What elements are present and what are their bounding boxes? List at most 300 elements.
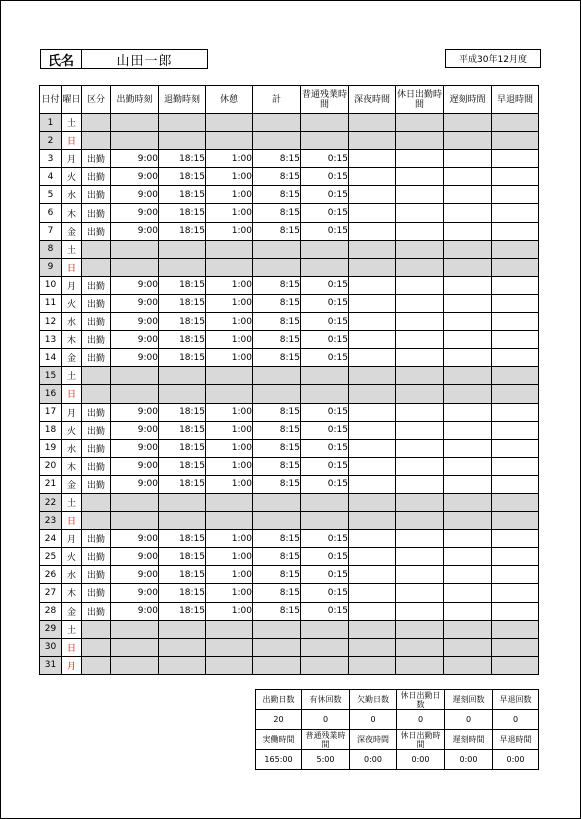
type-cell [82, 132, 111, 150]
weekday-cell: 月 [62, 150, 82, 168]
type-cell: 出勤 [82, 331, 111, 349]
table-row [40, 367, 539, 385]
night-cell [349, 132, 396, 150]
night-cell [349, 566, 396, 584]
total-cell [253, 638, 301, 656]
total-cell: 8:15 [253, 313, 301, 331]
type-cell: 出勤 [82, 421, 111, 439]
table-row [40, 457, 539, 475]
type-cell [82, 512, 111, 530]
break-cell [206, 656, 253, 674]
total-cell: 8:15 [253, 475, 301, 493]
table-row [40, 584, 539, 602]
early-leave-cell [492, 204, 539, 222]
overtime-cell [301, 385, 349, 403]
holiday-work-cell [396, 584, 444, 602]
clock-out-cell: 18:15 [159, 331, 206, 349]
clock-in-cell: 9:00 [111, 186, 159, 204]
holiday-work-cell [396, 421, 444, 439]
early-leave-cell [492, 512, 539, 530]
type-cell: 出勤 [82, 222, 111, 240]
day-cell: 27 [40, 584, 62, 602]
early-leave-cell [492, 222, 539, 240]
type-cell [82, 493, 111, 511]
break-cell: 1:00 [206, 566, 253, 584]
total-cell: 8:15 [253, 421, 301, 439]
day-cell: 30 [40, 638, 62, 656]
late-cell [444, 530, 492, 548]
overtime-cell [301, 114, 349, 132]
weekday-cell: 水 [62, 313, 82, 331]
summary-label: 欠勤日数 [350, 690, 397, 710]
clock-out-cell [159, 656, 206, 674]
col-header: 区分 [82, 86, 111, 114]
day-cell: 9 [40, 258, 62, 276]
type-cell: 出勤 [82, 548, 111, 566]
late-cell [444, 331, 492, 349]
night-cell [349, 331, 396, 349]
early-leave-cell [492, 349, 539, 367]
total-cell: 8:15 [253, 530, 301, 548]
day-cell: 16 [40, 385, 62, 403]
type-cell: 出勤 [82, 294, 111, 312]
table-row [40, 385, 539, 403]
clock-out-cell: 18:15 [159, 457, 206, 475]
late-cell [444, 240, 492, 258]
holiday-work-cell [396, 294, 444, 312]
day-cell: 4 [40, 168, 62, 186]
clock-in-cell: 9:00 [111, 584, 159, 602]
table-row [40, 566, 539, 584]
night-cell [349, 602, 396, 620]
clock-out-cell [159, 638, 206, 656]
table-row [40, 168, 539, 186]
holiday-work-cell [396, 168, 444, 186]
type-cell: 出勤 [82, 349, 111, 367]
early-leave-cell [492, 385, 539, 403]
early-leave-cell [492, 530, 539, 548]
type-cell: 出勤 [82, 313, 111, 331]
total-cell: 8:15 [253, 439, 301, 457]
break-cell [206, 512, 253, 530]
holiday-work-cell [396, 530, 444, 548]
night-cell [349, 258, 396, 276]
day-cell: 14 [40, 349, 62, 367]
overtime-cell [301, 367, 349, 385]
clock-out-cell [159, 367, 206, 385]
late-cell [444, 222, 492, 240]
break-cell: 1:00 [206, 313, 253, 331]
weekday-cell: 火 [62, 548, 82, 566]
day-cell: 8 [40, 240, 62, 258]
clock-out-cell: 18:15 [159, 439, 206, 457]
weekday-cell: 火 [62, 168, 82, 186]
table-row [40, 294, 539, 312]
day-cell: 22 [40, 493, 62, 511]
table-row [40, 475, 539, 493]
summary-label: 遅刻時間 [445, 730, 493, 750]
night-cell [349, 548, 396, 566]
col-header: 遅刻時間 [444, 86, 492, 114]
total-cell [253, 512, 301, 530]
clock-out-cell: 18:15 [159, 530, 206, 548]
overtime-cell: 0:15 [301, 204, 349, 222]
night-cell [349, 620, 396, 638]
clock-out-cell: 18:15 [159, 584, 206, 602]
holiday-work-cell [396, 403, 444, 421]
type-cell [82, 258, 111, 276]
clock-in-cell: 9:00 [111, 602, 159, 620]
early-leave-cell [492, 331, 539, 349]
overtime-cell [301, 620, 349, 638]
break-cell: 1:00 [206, 186, 253, 204]
clock-out-cell: 18:15 [159, 602, 206, 620]
summary-value: 0:00 [397, 750, 445, 770]
overtime-cell: 0:15 [301, 566, 349, 584]
summary-value: 0 [350, 710, 397, 730]
type-cell: 出勤 [82, 150, 111, 168]
clock-out-cell: 18:15 [159, 150, 206, 168]
holiday-work-cell [396, 602, 444, 620]
table-row [40, 602, 539, 620]
overtime-cell: 0:15 [301, 294, 349, 312]
early-leave-cell [492, 150, 539, 168]
night-cell [349, 168, 396, 186]
early-leave-cell [492, 132, 539, 150]
break-cell: 1:00 [206, 168, 253, 186]
day-cell: 31 [40, 656, 62, 674]
total-cell: 8:15 [253, 584, 301, 602]
late-cell [444, 132, 492, 150]
day-cell: 6 [40, 204, 62, 222]
type-cell: 出勤 [82, 276, 111, 294]
late-cell [444, 439, 492, 457]
night-cell [349, 457, 396, 475]
clock-in-cell [111, 132, 159, 150]
early-leave-cell [492, 421, 539, 439]
overtime-cell [301, 493, 349, 511]
early-leave-cell [492, 475, 539, 493]
summary-label: 休日出勤時間 [397, 730, 445, 750]
type-cell: 出勤 [82, 602, 111, 620]
break-cell [206, 114, 253, 132]
break-cell: 1:00 [206, 331, 253, 349]
break-cell [206, 385, 253, 403]
day-cell: 10 [40, 276, 62, 294]
early-leave-cell [492, 584, 539, 602]
summary-label: 早退時間 [493, 730, 539, 750]
table-header-row [40, 86, 539, 114]
break-cell: 1:00 [206, 150, 253, 168]
holiday-work-cell [396, 276, 444, 294]
clock-in-cell [111, 638, 159, 656]
early-leave-cell [492, 566, 539, 584]
clock-in-cell: 9:00 [111, 457, 159, 475]
col-header: 休日出勤時間 [396, 86, 444, 114]
day-cell: 28 [40, 602, 62, 620]
table-row [40, 114, 539, 132]
early-leave-cell [492, 457, 539, 475]
early-leave-cell [492, 656, 539, 674]
type-cell [82, 638, 111, 656]
night-cell [349, 530, 396, 548]
col-header: 出勤時刻 [111, 86, 159, 114]
holiday-work-cell [396, 114, 444, 132]
overtime-cell: 0:15 [301, 584, 349, 602]
overtime-cell: 0:15 [301, 168, 349, 186]
total-cell: 8:15 [253, 331, 301, 349]
table-row [40, 403, 539, 421]
table-row [40, 620, 539, 638]
break-cell [206, 620, 253, 638]
clock-in-cell: 9:00 [111, 530, 159, 548]
holiday-work-cell [396, 258, 444, 276]
late-cell [444, 204, 492, 222]
table-row [40, 548, 539, 566]
weekday-cell: 月 [62, 276, 82, 294]
overtime-cell: 0:15 [301, 475, 349, 493]
night-cell [349, 114, 396, 132]
attendance-rows [40, 114, 539, 675]
early-leave-cell [492, 367, 539, 385]
weekday-cell: 木 [62, 331, 82, 349]
day-cell: 12 [40, 313, 62, 331]
break-cell: 1:00 [206, 475, 253, 493]
weekday-cell: 水 [62, 566, 82, 584]
table-row [40, 439, 539, 457]
clock-in-cell [111, 620, 159, 638]
clock-out-cell: 18:15 [159, 403, 206, 421]
day-cell: 21 [40, 475, 62, 493]
early-leave-cell [492, 439, 539, 457]
holiday-work-cell [396, 620, 444, 638]
day-cell: 25 [40, 548, 62, 566]
type-cell: 出勤 [82, 530, 111, 548]
weekday-cell: 月 [62, 530, 82, 548]
overtime-cell: 0:15 [301, 276, 349, 294]
overtime-cell: 0:15 [301, 439, 349, 457]
total-cell: 8:15 [253, 349, 301, 367]
total-cell: 8:15 [253, 602, 301, 620]
holiday-work-cell [396, 475, 444, 493]
col-header: 休憩 [206, 86, 253, 114]
clock-out-cell: 18:15 [159, 421, 206, 439]
clock-out-cell [159, 240, 206, 258]
col-header: 深夜時間 [349, 86, 396, 114]
total-cell: 8:15 [253, 222, 301, 240]
summary-value: 0:00 [493, 750, 539, 770]
break-cell: 1:00 [206, 439, 253, 457]
break-cell: 1:00 [206, 530, 253, 548]
holiday-work-cell [396, 367, 444, 385]
holiday-work-cell [396, 132, 444, 150]
day-cell: 2 [40, 132, 62, 150]
early-leave-cell [492, 168, 539, 186]
holiday-work-cell [396, 313, 444, 331]
clock-in-cell: 9:00 [111, 294, 159, 312]
late-cell [444, 150, 492, 168]
late-cell [444, 367, 492, 385]
summary-label: 出勤日数 [256, 690, 302, 710]
late-cell [444, 548, 492, 566]
total-cell: 8:15 [253, 168, 301, 186]
late-cell [444, 168, 492, 186]
clock-in-cell [111, 367, 159, 385]
summary-label: 深夜時間 [350, 730, 397, 750]
summary-labels-row-2 [256, 730, 539, 750]
clock-out-cell [159, 385, 206, 403]
clock-in-cell [111, 240, 159, 258]
weekday-cell: 土 [62, 367, 82, 385]
total-cell [253, 114, 301, 132]
table-row [40, 656, 539, 674]
clock-out-cell [159, 512, 206, 530]
table-row [40, 349, 539, 367]
type-cell: 出勤 [82, 566, 111, 584]
early-leave-cell [492, 548, 539, 566]
attendance-table [39, 85, 539, 675]
table-row [40, 204, 539, 222]
weekday-cell: 土 [62, 114, 82, 132]
overtime-cell: 0:15 [301, 530, 349, 548]
break-cell: 1:00 [206, 294, 253, 312]
clock-in-cell: 9:00 [111, 204, 159, 222]
night-cell [349, 349, 396, 367]
day-cell: 24 [40, 530, 62, 548]
total-cell [253, 367, 301, 385]
early-leave-cell [492, 276, 539, 294]
clock-out-cell: 18:15 [159, 168, 206, 186]
clock-out-cell [159, 620, 206, 638]
type-cell: 出勤 [82, 475, 111, 493]
day-cell: 23 [40, 512, 62, 530]
early-leave-cell [492, 294, 539, 312]
col-header: 普通残業時間 [301, 86, 349, 114]
table-row [40, 421, 539, 439]
early-leave-cell [492, 602, 539, 620]
early-leave-cell [492, 186, 539, 204]
overtime-cell [301, 638, 349, 656]
break-cell: 1:00 [206, 548, 253, 566]
clock-in-cell: 9:00 [111, 475, 159, 493]
holiday-work-cell [396, 186, 444, 204]
clock-out-cell: 18:15 [159, 548, 206, 566]
weekday-cell: 木 [62, 204, 82, 222]
clock-out-cell: 18:15 [159, 313, 206, 331]
total-cell: 8:15 [253, 457, 301, 475]
holiday-work-cell [396, 222, 444, 240]
total-cell [253, 132, 301, 150]
col-header: 早退時間 [492, 86, 539, 114]
late-cell [444, 313, 492, 331]
clock-in-cell: 9:00 [111, 439, 159, 457]
summary-value: 0 [302, 710, 350, 730]
night-cell [349, 276, 396, 294]
night-cell [349, 403, 396, 421]
overtime-cell: 0:15 [301, 313, 349, 331]
table-row [40, 512, 539, 530]
night-cell [349, 150, 396, 168]
holiday-work-cell [396, 349, 444, 367]
clock-in-cell: 9:00 [111, 168, 159, 186]
table-row [40, 132, 539, 150]
total-cell: 8:15 [253, 548, 301, 566]
summary-value: 0 [397, 710, 445, 730]
break-cell [206, 367, 253, 385]
day-cell: 19 [40, 439, 62, 457]
holiday-work-cell [396, 457, 444, 475]
holiday-work-cell [396, 150, 444, 168]
overtime-cell: 0:15 [301, 602, 349, 620]
weekday-cell: 木 [62, 457, 82, 475]
break-cell [206, 132, 253, 150]
clock-in-cell: 9:00 [111, 276, 159, 294]
total-cell [253, 620, 301, 638]
clock-in-cell [111, 385, 159, 403]
table-row [40, 240, 539, 258]
overtime-cell [301, 656, 349, 674]
break-cell: 1:00 [206, 403, 253, 421]
col-header: 計 [253, 86, 301, 114]
total-cell [253, 240, 301, 258]
weekday-cell: 金 [62, 222, 82, 240]
weekday-cell: 日 [62, 132, 82, 150]
total-cell: 8:15 [253, 186, 301, 204]
overtime-cell: 0:15 [301, 186, 349, 204]
type-cell: 出勤 [82, 457, 111, 475]
early-leave-cell [492, 638, 539, 656]
type-cell [82, 385, 111, 403]
late-cell [444, 385, 492, 403]
overtime-cell: 0:15 [301, 150, 349, 168]
weekday-cell: 火 [62, 421, 82, 439]
clock-in-cell [111, 512, 159, 530]
weekday-cell: 木 [62, 584, 82, 602]
day-cell: 18 [40, 421, 62, 439]
clock-out-cell [159, 114, 206, 132]
day-cell: 3 [40, 150, 62, 168]
col-header: 日付 [40, 86, 62, 114]
clock-out-cell [159, 258, 206, 276]
early-leave-cell [492, 240, 539, 258]
night-cell [349, 186, 396, 204]
table-row [40, 530, 539, 548]
weekday-cell: 火 [62, 294, 82, 312]
total-cell: 8:15 [253, 566, 301, 584]
type-cell [82, 620, 111, 638]
break-cell: 1:00 [206, 584, 253, 602]
summary-value: 0 [445, 710, 493, 730]
night-cell [349, 439, 396, 457]
overtime-cell: 0:15 [301, 403, 349, 421]
break-cell [206, 258, 253, 276]
late-cell [444, 258, 492, 276]
late-cell [444, 656, 492, 674]
clock-in-cell [111, 114, 159, 132]
clock-out-cell: 18:15 [159, 222, 206, 240]
day-cell: 1 [40, 114, 62, 132]
type-cell: 出勤 [82, 439, 111, 457]
type-cell [82, 656, 111, 674]
weekday-cell: 日 [62, 512, 82, 530]
break-cell: 1:00 [206, 349, 253, 367]
late-cell [444, 403, 492, 421]
weekday-cell: 日 [62, 258, 82, 276]
late-cell [444, 421, 492, 439]
type-cell [82, 114, 111, 132]
early-leave-cell [492, 114, 539, 132]
overtime-cell [301, 258, 349, 276]
